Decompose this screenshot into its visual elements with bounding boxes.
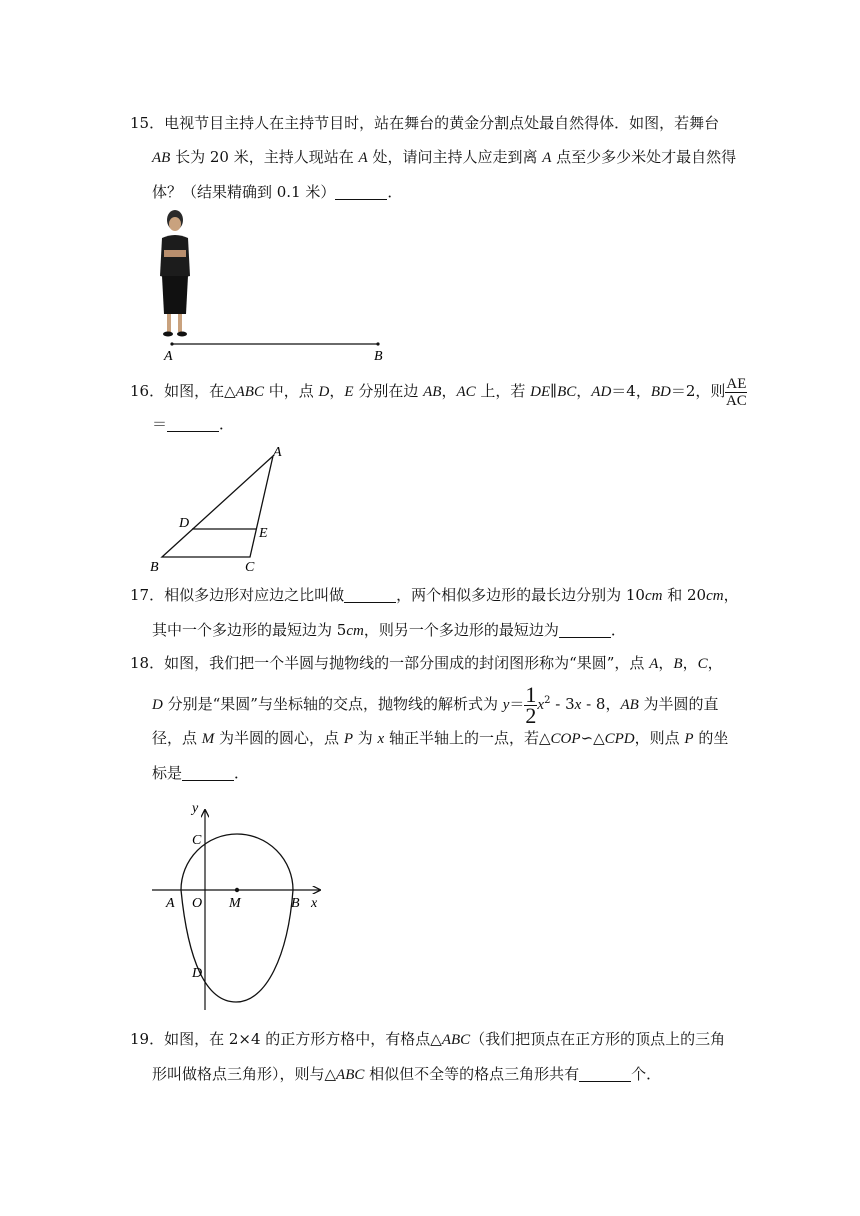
- math-unit: cm: [644, 588, 663, 604]
- question-text: - 3: [550, 695, 575, 713]
- question-text: 中，点: [263, 382, 319, 400]
- question-number: 18．: [130, 654, 165, 672]
- question-text: ．: [387, 183, 403, 201]
- question-text: ，两个相似多边形的最长边分别为 10: [396, 586, 645, 604]
- question-text: ，: [707, 654, 723, 672]
- math-var: DE: [530, 384, 551, 400]
- triangle-abc: [162, 456, 273, 557]
- answer-blank[interactable]: [182, 762, 234, 781]
- question-text: 点至少多少米处才最自然得: [551, 148, 737, 166]
- label-E: E: [259, 526, 268, 541]
- question-text: ，: [441, 382, 457, 400]
- math-var: AD: [591, 384, 612, 400]
- question-text: 相似多边形对应边之比叫做: [164, 586, 345, 604]
- question-16: [130, 374, 747, 441]
- math-var: x: [574, 697, 582, 713]
- fraction-one-half: [524, 681, 537, 728]
- math-var: E: [344, 384, 354, 400]
- label-B: B: [291, 896, 300, 911]
- question-text: 电视节目主持人在主持节目时，站在舞台的黄金分割点处最自然得体．如图，若舞台: [164, 114, 720, 132]
- question-text: 如图，我们把一个半圆与抛物线的一部分围成的封闭图形称为“果圆”，点: [164, 654, 650, 672]
- label-B: B: [374, 349, 383, 364]
- math-var: ABC: [336, 1067, 365, 1083]
- fraction-numerator: AE: [726, 375, 747, 392]
- triangle-figure: [140, 440, 300, 580]
- question-text: 其中一个多边形的最短边为 5: [152, 621, 347, 639]
- math-var: D: [318, 384, 330, 400]
- fraction-denominator: AC: [725, 392, 747, 409]
- label-C: C: [245, 560, 255, 575]
- fraction-ae-ac: [725, 376, 747, 409]
- question-text: 标是: [152, 764, 183, 782]
- question-text: 个．: [631, 1065, 662, 1083]
- question-text: ＝2，则: [670, 382, 726, 400]
- label-A: A: [273, 445, 282, 460]
- label-A: A: [166, 896, 175, 911]
- question-text: - 8，: [581, 695, 621, 713]
- label-D: D: [192, 966, 203, 981]
- question-text: ＝: [152, 415, 168, 433]
- label-M: M: [229, 896, 241, 911]
- label-A: A: [164, 349, 173, 364]
- math-var: AB: [423, 384, 442, 400]
- math-var: D: [152, 697, 163, 713]
- question-text: （我们把顶点在正方形的顶点上的三角: [470, 1030, 726, 1048]
- math-var: AB: [620, 697, 639, 713]
- math-var: C: [697, 656, 708, 672]
- question-19: [130, 1022, 740, 1092]
- question-text: 轴正半轴上的一点，若△: [384, 729, 551, 747]
- math-var: x: [537, 697, 545, 713]
- math-var: COP: [550, 731, 581, 747]
- question-15: [130, 106, 740, 209]
- question-text: 体？（结果精确到 0.1 米）: [152, 183, 336, 201]
- math-var: P: [343, 731, 353, 747]
- question-text: 如图，在 2×4 的正方形方格中，有格点△: [164, 1030, 442, 1048]
- label-B: B: [150, 560, 159, 575]
- math-var: BD: [650, 384, 671, 400]
- question-text: ，: [658, 654, 674, 672]
- fraction-numerator: 1: [525, 681, 537, 707]
- math-var: AC: [456, 384, 476, 400]
- question-text: 为半圆的直: [638, 695, 719, 713]
- label-C: C: [192, 833, 202, 848]
- math-var: BC: [557, 384, 577, 400]
- math-var: B: [673, 656, 683, 672]
- question-text: 形叫做格点三角形），则与△: [152, 1065, 337, 1083]
- question-text: 和 20: [662, 586, 707, 604]
- stage-figure: [140, 206, 400, 366]
- question-text: 如图，在△: [164, 382, 236, 400]
- question-text: ＝: [509, 695, 525, 713]
- question-number: 16．: [130, 382, 165, 400]
- math-var: ABC: [235, 384, 264, 400]
- question-text: 上，若: [475, 382, 531, 400]
- question-17: [130, 578, 740, 648]
- label-y: y: [192, 801, 199, 816]
- math-exponent: 2: [544, 695, 551, 706]
- math-symbol: ∽△: [580, 729, 605, 747]
- question-number: 19．: [130, 1030, 165, 1048]
- math-var: P: [684, 731, 694, 747]
- math-unit: cm: [346, 623, 364, 639]
- question-text: ．: [610, 621, 626, 639]
- center-point-m: [235, 888, 239, 892]
- question-text: ，: [329, 382, 345, 400]
- label-x: x: [311, 896, 318, 911]
- question-text: 相似但不全等的格点三角形共有: [364, 1065, 580, 1083]
- question-text: 分别是“果圆”与坐标轴的交点，抛物线的解析式为: [162, 695, 503, 713]
- question-text: 长为 20 米，主持人现站在: [170, 148, 359, 166]
- question-18: [130, 646, 740, 790]
- question-text: ，则点: [634, 729, 685, 747]
- question-text: ，: [576, 382, 592, 400]
- math-symbol: ∥: [550, 382, 558, 400]
- math-var: y: [502, 697, 510, 713]
- answer-blank[interactable]: [559, 619, 611, 638]
- math-var: M: [201, 731, 215, 747]
- presenter-image: [160, 210, 190, 337]
- question-text: ＝4，: [611, 382, 651, 400]
- fraction-denominator: 2: [525, 702, 537, 728]
- answer-blank[interactable]: [167, 413, 219, 432]
- math-var: ABC: [441, 1032, 471, 1048]
- answer-blank[interactable]: [579, 1063, 631, 1082]
- math-var: A: [358, 150, 368, 166]
- question-text: 为半圆的圆心，点: [214, 729, 344, 747]
- math-var: A: [542, 150, 552, 166]
- math-unit: cm: [706, 588, 724, 604]
- math-var: AB: [152, 150, 171, 166]
- answer-blank[interactable]: [344, 584, 396, 603]
- question-text: 处，请问主持人应走到离: [367, 148, 543, 166]
- question-text: 分别在边: [353, 382, 424, 400]
- question-text: ．: [219, 415, 235, 433]
- question-text: ，: [682, 654, 698, 672]
- math-var: x: [377, 731, 385, 747]
- answer-blank[interactable]: [335, 181, 387, 200]
- question-number: 17．: [130, 586, 165, 604]
- question-text: 为: [353, 729, 378, 747]
- math-var: CPD: [604, 731, 635, 747]
- label-O: O: [192, 896, 203, 911]
- question-text: 径，点: [152, 729, 202, 747]
- question-text: ，则另一个多边形的最短边为: [363, 621, 559, 639]
- question-text: 的坐: [693, 729, 729, 747]
- question-number: 15．: [130, 114, 165, 132]
- label-D: D: [179, 516, 190, 531]
- question-text: ．: [234, 764, 250, 782]
- question-text: ，: [723, 586, 739, 604]
- fruit-circle-figure: [148, 796, 338, 1014]
- math-var: A: [649, 656, 659, 672]
